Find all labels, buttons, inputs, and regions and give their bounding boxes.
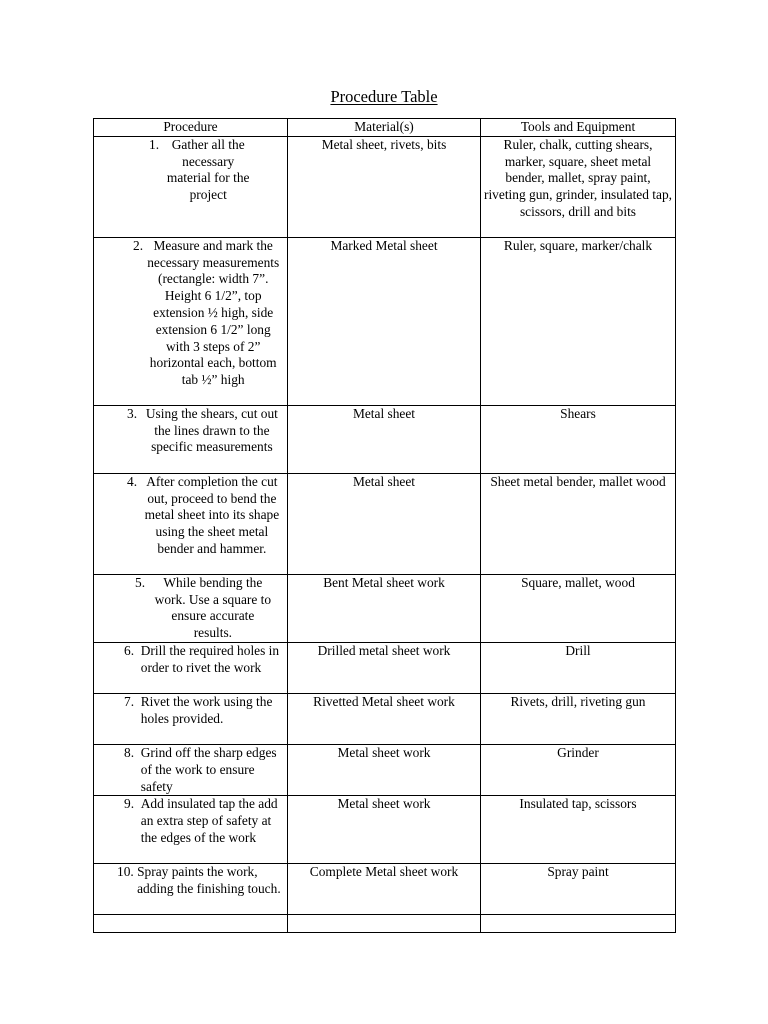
step-text: Using the shears, cut out the lines drawn to the specific measurements — [145, 405, 278, 455]
procedure-step — [97, 796, 284, 846]
step-text: Grind off the sharp edges of the work to ensure safety — [140, 744, 277, 794]
table-row — [94, 136, 676, 237]
procedure-cell — [94, 473, 288, 574]
procedure-step — [97, 643, 284, 677]
table-row-empty — [94, 915, 676, 933]
procedure-step — [97, 745, 284, 795]
table-row — [94, 744, 676, 795]
tools-cell: Ruler, chalk, cutting shears, marker, square, sheet metal bender, mallet, spray paint, riveting gun, grinder, insulated tap, scissors, drill and bits — [481, 136, 676, 237]
table-row — [94, 237, 676, 405]
empty-cell — [94, 915, 288, 933]
materials-cell: Rivetted Metal sheet work — [288, 693, 481, 744]
step-number: 9. — [124, 796, 135, 812]
table-row — [94, 693, 676, 744]
procedure-step — [97, 406, 284, 456]
procedure-step — [97, 137, 284, 204]
materials-cell: Complete Metal sheet work — [288, 864, 481, 915]
tools-cell: Drill — [481, 642, 676, 693]
step-number: 5. — [135, 574, 146, 590]
tools-cell: Square, mallet, wood — [481, 574, 676, 642]
procedure-cell — [94, 642, 288, 693]
step-number: 3. — [127, 405, 138, 421]
step-number: 1. — [149, 136, 160, 152]
procedure-step — [97, 474, 284, 558]
empty-cell — [481, 915, 676, 933]
table-row — [94, 864, 676, 915]
procedure-step — [97, 238, 284, 389]
step-number: 6. — [124, 642, 135, 658]
empty-cell — [288, 915, 481, 933]
step-text: Gather all the necessary material for the project — [166, 136, 250, 203]
step-text: Drill the required holes in order to rivet the work — [140, 642, 280, 675]
tools-cell: Ruler, square, marker/chalk — [481, 237, 676, 405]
materials-cell: Metal sheet — [288, 405, 481, 473]
procedure-cell — [94, 744, 288, 795]
step-text: Add insulated tap the add an extra step of safety at the edges of the work — [140, 796, 278, 845]
procedure-cell — [94, 405, 288, 473]
tools-cell: Insulated tap, scissors — [481, 796, 676, 864]
materials-cell: Metal sheet work — [288, 796, 481, 864]
procedure-cell — [94, 136, 288, 237]
step-text: Spray paints the work, adding the finishing touch. — [137, 864, 281, 897]
step-number: 7. — [124, 693, 135, 709]
step-number: 10. — [117, 864, 134, 880]
column-header-procedure: Procedure — [94, 119, 288, 137]
tools-cell: Shears — [481, 405, 676, 473]
materials-cell: Metal sheet, rivets, bits — [288, 136, 481, 237]
procedure-cell — [94, 864, 288, 915]
table-row — [94, 642, 676, 693]
tools-cell: Sheet metal bender, mallet wood — [481, 473, 676, 574]
materials-cell: Bent Metal sheet work — [288, 574, 481, 642]
tools-cell: Rivets, drill, riveting gun — [481, 693, 676, 744]
procedure-step — [97, 864, 284, 898]
procedure-cell — [94, 796, 288, 864]
table-row — [94, 796, 676, 864]
materials-cell: Marked Metal sheet — [288, 237, 481, 405]
procedure-table — [93, 118, 676, 933]
column-header-materials: Material(s) — [288, 119, 481, 137]
table-row — [94, 473, 676, 574]
materials-cell: Drilled metal sheet work — [288, 642, 481, 693]
tools-cell: Grinder — [481, 744, 676, 795]
tools-cell: Spray paint — [481, 864, 676, 915]
step-number: 4. — [127, 473, 138, 489]
procedure-cell — [94, 574, 288, 642]
table-row — [94, 405, 676, 473]
procedure-cell — [94, 693, 288, 744]
table-row — [94, 574, 676, 642]
step-text: Measure and mark the necessary measurements (rectangle: width 7”. Height 6 1/2”, top extension ½ high, side extension 6 1/2” long with 3 steps of 2” horizontal each, bottom tab ½” high — [147, 237, 280, 388]
materials-cell: Metal sheet work — [288, 744, 481, 795]
step-number: 2. — [133, 237, 144, 253]
step-text: Rivet the work using the holes provided. — [140, 693, 273, 726]
procedure-step — [97, 694, 284, 728]
column-header-tools: Tools and Equipment — [481, 119, 676, 137]
procedure-cell — [94, 237, 288, 405]
step-text: After completion the cut out, proceed to bend the metal sheet into its shape using the sheet metal bender and hammer. — [144, 473, 280, 556]
page-title: Procedure Table — [330, 87, 438, 106]
step-text: While bending the work. Use a square to ensure accurate results. — [154, 574, 272, 641]
procedure-step — [97, 575, 284, 642]
materials-cell: Metal sheet — [288, 473, 481, 574]
table-header-row — [94, 119, 676, 137]
step-number: 8. — [124, 744, 135, 760]
